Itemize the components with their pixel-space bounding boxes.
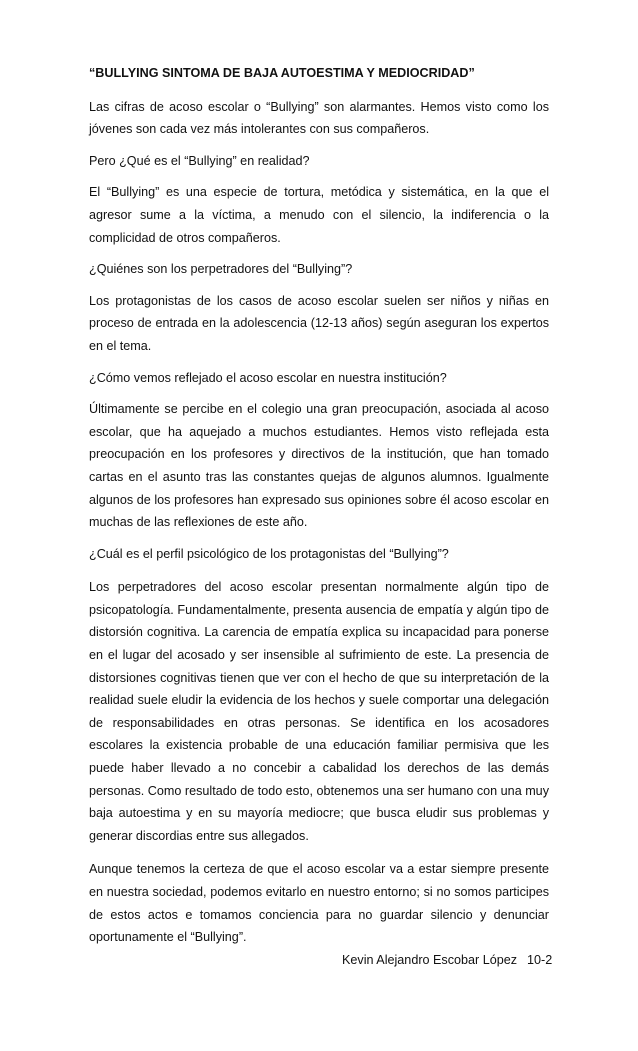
paragraph-institution: Últimamente se percibe en el colegio una gran preocupación, asociada al acoso escolar, que ha aquejado a muchos estudiantes. Hemos visto reflejada esta preocupación en los profesores y directivos de la institución, que han tomado cartas en el asunto tras las constantes quejas de algunos alumnos. Igualmente algunos de los profesores han expresado sus opiniones sobre él acoso escolar en muchas de las reflexiones de este año. <box>89 402 549 530</box>
question-institution: ¿Cómo vemos reflejado el acoso escolar en nuestra institución? <box>89 370 447 385</box>
paragraph-intro: Las cifras de acoso escolar o “Bullying” son alarmantes. Hemos visto como los jóvenes son cada vez más intolerantes con sus compañeros. <box>89 99 549 137</box>
question-psychological-profile: ¿Cuál es el perfil psicológico de los protagonistas del “Bullying”? <box>89 546 449 561</box>
paragraph-conclusion: Aunque tenemos la certeza de que el acoso escolar va a estar siempre presente en nuestra sociedad, podemos evitarlo en nuestro entorno; si no somos participes de estos actos e tomamos conciencia para no guardar silencio y denunciar oportunamente el “Bullying”. <box>89 862 549 945</box>
footer-author: Kevin Alejandro Escobar López <box>342 953 518 967</box>
document-title: “BULLYING SINTOMA DE BAJA AUTOESTIMA Y MEDIOCRIDAD” <box>89 66 475 80</box>
footer-page-number: 10-2 <box>527 953 553 967</box>
question-perpetrators: ¿Quiénes son los perpetradores del “Bullying”? <box>89 262 353 277</box>
document-body <box>89 62 549 959</box>
paragraph-definition: El “Bullying” es una especie de tortura, metódica y sistemática, en la que el agresor sume a la víctima, a menudo con el silencio, la indiferencia o la complicidad de otros compañeros. <box>89 185 549 245</box>
question-what-is-bullying: Pero ¿Qué es el “Bullying” en realidad? <box>89 153 310 168</box>
paragraph-protagonists: Los protagonistas de los casos de acoso escolar suelen ser niños y niñas en proceso de entrada en la adolescencia (12-13 años) según aseguran los expertos en el tema. <box>89 293 549 353</box>
paragraph-psychological-profile: Los perpetradores del acoso escolar presentan normalmente algún tipo de psicopatología. Fundamentalmente, presenta ausencia de empatía y algún tipo de distorsión cognitiva. La carencia de empatía explica su incapacidad para ponerse en el lugar del acosado y ser insensible al sufrimiento de este. La presencia de distorsiones cognitivas tienen que ver con el hecho de que su interpretación de la realidad suele eludir la evidencia de los hechos y suele comportar una delegación de responsabilidades en otras personas. Se identifica en los acosadores escolares la existencia probable de una educación familiar permisiva que les puede haber llevado a no concebir a cabalidad los derechos de las demás personas. Como resultado de todo esto, obtenemos una ser humano con una muy baja autoestima y en su mayoría mediocre; que busca eludir sus problemas y generar discordias entre sus allegados. <box>89 580 549 843</box>
